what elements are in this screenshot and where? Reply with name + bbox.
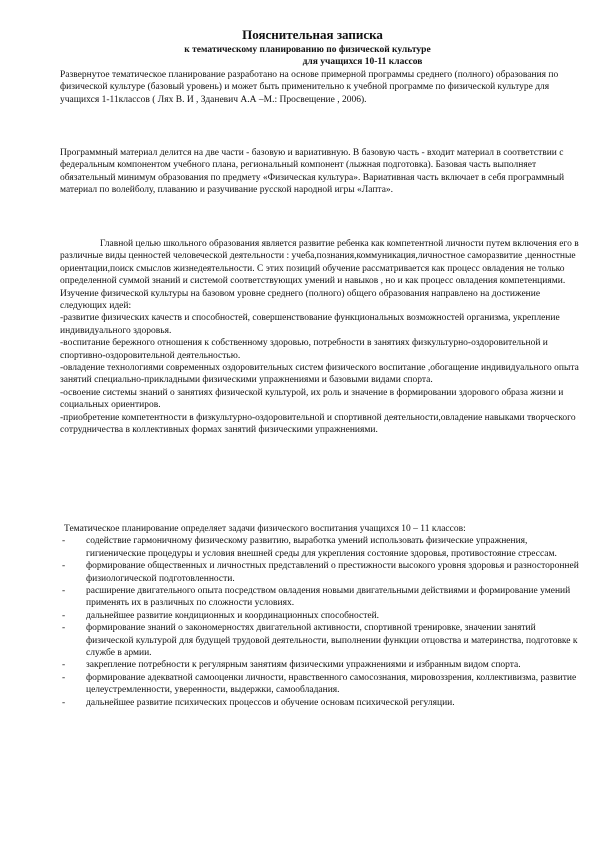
tasks-title: Тематическое планирование определяет задачи физического воспитания учащихся 10 – 11 классов: [64,524,466,534]
task-text: расширение двигательного опыта посредством овладения новыми двигательными действиями и формирование умений применять их в различных по сложности условиях. [86,586,571,609]
goal-paragraph: Главной целью школьного образования является развитие ребенка как компетентной личности путем включения его в различные виды ценностей человеческой деятельности : учеба,познания,коммуникация,личностное саморазвитие ,ценностные ориентации,поиск смыслов жизнедеятельности. С этих позиций обучение рассматривается как процесс овладения не только определенной суммой знаний и системой соответствующих умений и навыков , но и как процесс овладения компетенциями. [60,239,579,287]
list-dash: - [62,660,66,671]
task-text: содействие гармоничному физическому развитию, выработка умений использовать физические упражнения, гигиенические процедуры и условия внешней среды для укрепления состояние здоровья, противостояние стрессам. [86,536,557,559]
list-item [60,560,580,585]
list-item [60,659,580,671]
list-item [60,585,580,610]
list-dash: - [62,697,66,708]
subtitle-line-1: к тематическому планированию по физической культуре [184,45,431,55]
idea-item: -приобретение компетентности в физкультурно-оздоровительной и спортивной деятельности,овладение навыками творческого сотрудничества в коллективных формах занятий физическими упражнениями. [60,412,576,436]
task-text: дальнейшее развитие кондиционных и координационных способностей. [86,610,380,621]
page-title: Пояснительная записка [242,27,383,42]
tasks-section [60,523,580,709]
intro-paragraph: Развернутое тематическое планирование разработано на основе примерной программы среднего (полного) образования по физической культуре (базовый уровень) и может быть применительно к учебной программе по физической культуре для учащихся 1-11классов ( Лях В. И , Зданевич А.А –М.: Просвещение , 2006). [60,70,559,105]
idea-item: -освоение системы знаний о занятиях физической культурой, их роль и значение в формировании здорового образа жизни и социальных ориентиров. [60,387,564,411]
list-dash: - [62,610,66,621]
list-item [60,622,580,659]
idea-item: -воспитание бережного отношения к собственному здоровью, потребности в занятиях физкультурно-оздоровительной и спортивно-оздоровительной деятельностью. [60,338,548,361]
task-text: формирование адекватной самооценки личности, нравственного самосознания, мировоззрения, коллективизма, развитие целеустремленности, уверенности, выдержки, самообладания. [86,672,577,696]
subtitle-line-2: для учащихся 10-11 классов [302,57,423,67]
material-paragraph: Программный материал делится на две части - базовую и вариативную. В базовую часть - входит материал в соответствии с федеральным компонентом учебного плана, региональный компонент (лыжная подготовка). Базовая часть выполняет обязательный минимум образования по предмету «Физическая культура». Вариативная часть включает в себя программный материал по волейболу, плаванию и разучивание русской народной игры «Лапта». [60,148,565,196]
list-item [60,535,580,560]
list-item [60,697,580,709]
task-text: закрепление потребности к регулярным занятиям физическими упражнениями и избранным видом спорта. [86,660,521,671]
material-paragraph-block [60,147,580,197]
idea-item: -развитие физических качеств и способностей, совершенствование функциональных возможностей организма, укрепление индивидуального здоровья. [60,313,560,336]
list-item [60,672,580,697]
task-text: формирование знаний о закономерностях двигательной активности, спортивной тренировке, значении занятий физической культурой для будущей трудовой деятельности, выполнении функции отцовства и материнства, подготовке к службе в армии. [86,623,578,659]
list-dash: - [62,561,66,572]
list-dash: - [62,586,66,597]
list-item [60,610,580,622]
study-intro-paragraph: Изучение физической культуры на базовом уровне среднего (полного) общего образования направлено на достижение следующих идей: [60,288,541,312]
goal-section [60,238,580,437]
task-text: формирование общественных и личностных представлений о престижности высокого уровня здоровья и разносторонней физиологической подготовленности. [86,561,579,584]
list-dash: - [62,536,66,547]
tasks-list [60,535,580,709]
task-text: дальнейшее развитие психических процессов и обучение основам психической регуляции. [86,697,455,708]
idea-item: -овладение технологиями современных оздоровительных систем физического воспитание ,обогащение индивидуального опыта занятий специально-прикладными физическими упражнениями и базовыми видами спорта. [60,363,579,386]
intro-paragraph-block [60,69,580,106]
list-dash: - [62,623,66,634]
list-dash: - [62,672,66,683]
